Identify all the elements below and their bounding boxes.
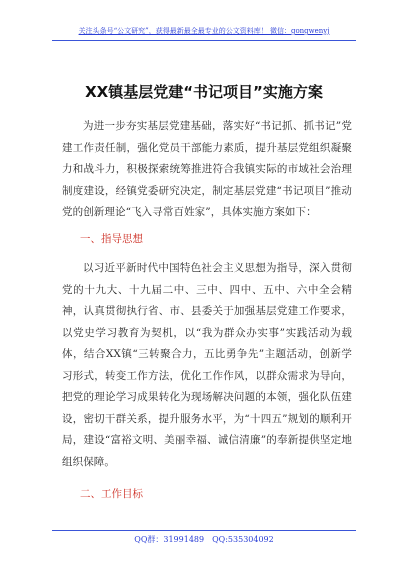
section-paragraph-guiding-ideology: 以习近平新时代中国特色社会主义思想为指导，深入贯彻党的十九大、十九届二中、三中、四中、五中、六中全会精神，认真贯彻执行省、市、县委关于加强基层党建工作要求，以党史学习教育为契机，以“我为群众办实事”实践活动为载体，结合XX镇“三转聚合力，五比勇争先”主题活动，创新学习形式，转变工作方法，优化工作作风，以群众需求为导向，把党的理论学习成果转化为现场解决问题的本领，强化队伍建设，密切干群关系，提升服务水平，为“十四五”规划的顺利开局，建设“富裕文明、美丽幸福、诚信清廉”的奉新提供坚定地组织保障。 <box>62 262 352 468</box>
intro-paragraph: 为进一步夯实基层党建基础，落实好“书记抓、抓书记”党建工作责任制，强化党员干部能力素质，提升基层党组织凝聚力和战斗力，积极探索统筹推进符合我镇实际的市域社会治理制度建设，经镇党委研究决定，制定基层党建“书记项目”推动党的创新理论“飞入寻常百姓家”，具体实施方案如下： <box>62 120 352 218</box>
footer <box>52 534 356 546</box>
section-heading-guiding-ideology: 一、指导思想 <box>80 233 143 245</box>
header-banner-text[interactable]: 关注头条号“公文研究”，获得最新最全最专业的公文资料库！ 微信：gongwenyj <box>78 27 330 35</box>
header-banner[interactable] <box>52 26 356 36</box>
document-title: XX镇基层党建“书记项目”实施方案 <box>85 83 323 101</box>
header-divider <box>52 40 356 41</box>
footer-qq-number: QQ:535304092 <box>212 535 274 544</box>
section-heading-work-goals: 二、工作目标 <box>80 488 143 500</box>
footer-qq-group: QQ群：31991489 <box>134 535 205 544</box>
footer-divider <box>52 530 356 531</box>
